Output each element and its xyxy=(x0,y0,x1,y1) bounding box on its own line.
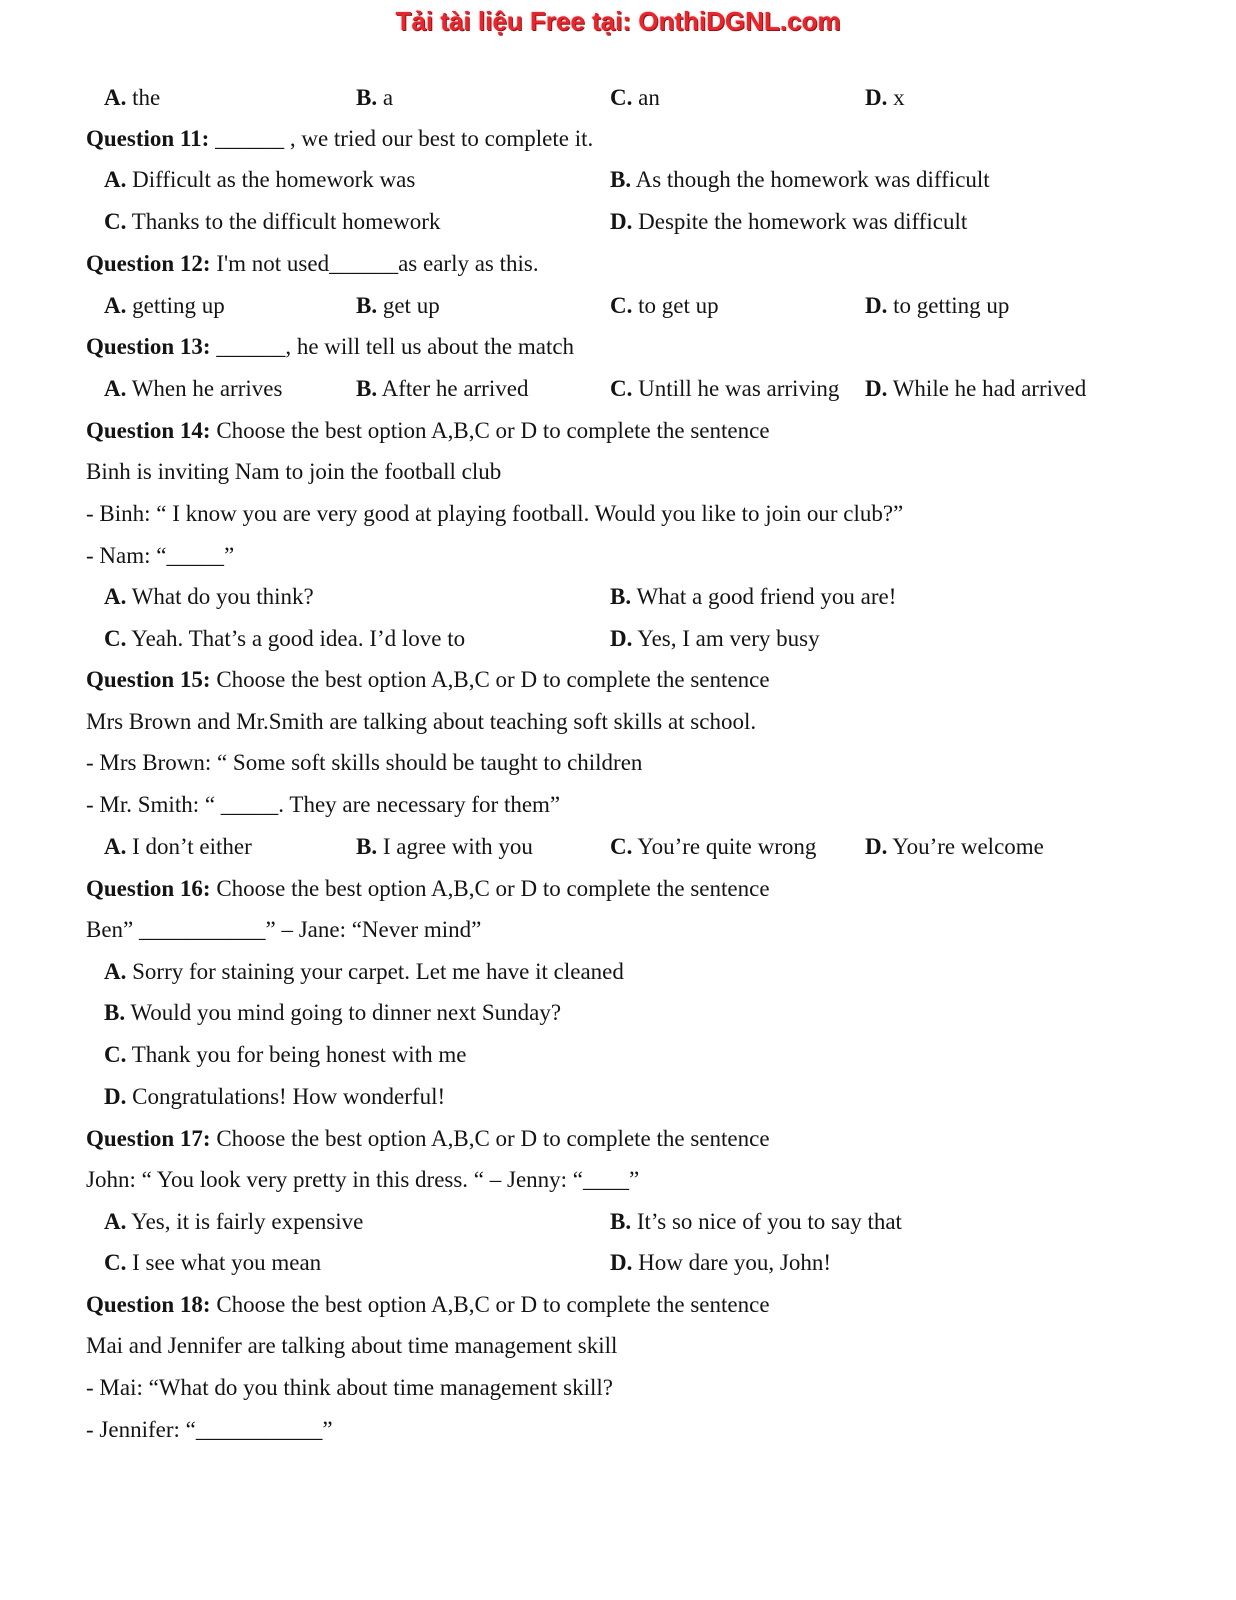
q15-option-b xyxy=(356,833,533,861)
option-letter: C. xyxy=(104,209,127,234)
q13-option-c xyxy=(610,375,839,403)
option-text: Despite the homework was difficult xyxy=(638,209,968,234)
q12-stem xyxy=(86,250,539,278)
option-text: When he arrives xyxy=(131,376,283,401)
q11-option-a xyxy=(104,166,415,194)
q15-stem xyxy=(86,666,770,694)
option-letter: B. xyxy=(356,376,378,401)
option-letter: A. xyxy=(104,85,127,110)
option-letter: D. xyxy=(610,626,633,651)
q13-option-a xyxy=(104,375,282,403)
option-text: I see what you mean xyxy=(132,1250,322,1275)
q10-option-d xyxy=(865,84,905,112)
option-letter: A. xyxy=(104,584,127,609)
q16-option-b xyxy=(104,999,561,1027)
question-text: Choose the best option A,B,C or D to complete the sentence xyxy=(210,1126,770,1151)
option-text: to get up xyxy=(638,293,719,318)
option-text: a xyxy=(382,85,394,110)
option-letter: C. xyxy=(104,1042,127,1067)
q14-option-d xyxy=(610,625,820,653)
option-letter: B. xyxy=(356,85,378,110)
option-letter: C. xyxy=(610,834,633,859)
option-text: What a good friend you are! xyxy=(636,584,897,609)
q16-dialogue-line-1: Ben” ___________” – Jane: “Never mind” xyxy=(86,917,482,942)
q16-option-d xyxy=(104,1083,445,1111)
q12-option-d xyxy=(865,292,1009,320)
question-text: Choose the best option A,B,C or D to complete the sentence xyxy=(210,1292,770,1317)
question-label: Question 14: xyxy=(86,418,211,443)
q18-stem xyxy=(86,1291,770,1319)
option-letter: B. xyxy=(104,1000,126,1025)
q14-option-b xyxy=(610,583,896,611)
option-letter: A. xyxy=(104,1209,127,1234)
option-text: While he had arrived xyxy=(892,376,1087,401)
question-label: Question 18: xyxy=(86,1292,211,1317)
option-text: getting up xyxy=(132,293,225,318)
question-label: Question 11: xyxy=(86,126,210,151)
q15-option-c xyxy=(610,833,816,861)
q17-stem xyxy=(86,1125,770,1153)
option-letter: D. xyxy=(865,834,888,859)
q17-option-d xyxy=(610,1249,831,1277)
option-text: I don’t either xyxy=(132,834,252,859)
option-letter: B. xyxy=(610,167,632,192)
question-label: Question 13: xyxy=(86,334,211,359)
q16-option-c xyxy=(104,1041,466,1069)
option-letter: D. xyxy=(865,85,888,110)
option-letter: D. xyxy=(104,1084,127,1109)
q13-option-d xyxy=(865,375,1086,403)
q14-dialogue-line-2: - Nam: “_____” xyxy=(86,543,235,568)
q15-context: Mrs Brown and Mr.Smith are talking about teaching soft skills at school. xyxy=(86,709,757,734)
option-letter: B. xyxy=(610,1209,632,1234)
q10-option-c xyxy=(610,84,660,112)
question-text: Choose the best option A,B,C or D to complete the sentence xyxy=(210,418,770,443)
option-letter: C. xyxy=(610,293,633,318)
option-text: Would you mind going to dinner next Sunday? xyxy=(130,1000,562,1025)
option-letter: D. xyxy=(610,1250,633,1275)
option-text: x xyxy=(893,85,905,110)
q13-stem xyxy=(86,333,574,361)
page-header-banner: Tải tài liệu Free tại: OnthiDGNL.com xyxy=(395,6,841,36)
q10-option-b xyxy=(356,84,393,112)
option-text: an xyxy=(638,85,660,110)
q10-option-a xyxy=(104,84,160,112)
option-letter: A. xyxy=(104,167,127,192)
option-text: How dare you, John! xyxy=(638,1250,832,1275)
q17-dialogue-line-1: John: “ You look very pretty in this dress. “ – Jenny: “____” xyxy=(86,1167,640,1192)
question-label: Question 16: xyxy=(86,876,211,901)
q17-option-c xyxy=(104,1249,321,1277)
q18-context: Mai and Jennifer are talking about time management skill xyxy=(86,1333,618,1358)
question-text: I'm not used______as early as this. xyxy=(210,251,539,276)
q16-stem xyxy=(86,875,770,903)
option-letter: D. xyxy=(610,209,633,234)
q15-option-a xyxy=(104,833,252,861)
q16-option-a xyxy=(104,958,624,986)
option-letter: C. xyxy=(610,376,633,401)
q13-option-b xyxy=(356,375,528,403)
option-letter: B. xyxy=(610,584,632,609)
q15-dialogue-line-2: - Mr. Smith: “ _____. They are necessary for them” xyxy=(86,792,561,817)
option-letter: D. xyxy=(865,293,888,318)
option-text: As though the homework was difficult xyxy=(635,167,990,192)
q11-option-d xyxy=(610,208,967,236)
option-letter: B. xyxy=(356,293,378,318)
option-text: the xyxy=(132,85,161,110)
q11-option-c xyxy=(104,208,440,236)
option-text: Sorry for staining your carpet. Let me have it cleaned xyxy=(132,959,624,984)
q12-option-a xyxy=(104,292,225,320)
question-label: Question 12: xyxy=(86,251,211,276)
option-text: I agree with you xyxy=(382,834,533,859)
question-label: Question 15: xyxy=(86,667,211,692)
option-text: You’re quite wrong xyxy=(637,834,817,859)
option-letter: D. xyxy=(865,376,888,401)
q17-option-b xyxy=(610,1208,902,1236)
question-text: ______, he will tell us about the match xyxy=(210,334,575,359)
question-text: ______ , we tried our best to complete it. xyxy=(209,126,594,151)
option-letter: B. xyxy=(356,834,378,859)
option-text: Congratulations! How wonderful! xyxy=(132,1084,446,1109)
q15-option-d xyxy=(865,833,1044,861)
option-letter: A. xyxy=(104,834,127,859)
question-text: Choose the best option A,B,C or D to complete the sentence xyxy=(210,876,770,901)
option-text: What do you think? xyxy=(131,584,314,609)
q15-dialogue-line-1: - Mrs Brown: “ Some soft skills should be taught to children xyxy=(86,750,643,775)
option-text: get up xyxy=(382,293,440,318)
q14-dialogue-line-1: - Binh: “ I know you are very good at playing football. Would you like to join our club?” xyxy=(86,501,904,526)
option-text: After he arrived xyxy=(381,376,529,401)
q11-option-b xyxy=(610,166,990,194)
option-letter: A. xyxy=(104,376,127,401)
option-text: Yeah. That’s a good idea. I’d love to xyxy=(131,626,466,651)
option-letter: C. xyxy=(610,85,633,110)
option-letter: C. xyxy=(104,626,127,651)
q14-option-a xyxy=(104,583,314,611)
question-text: Choose the best option A,B,C or D to complete the sentence xyxy=(210,667,770,692)
q14-stem xyxy=(86,417,770,445)
option-letter: A. xyxy=(104,959,127,984)
q11-stem xyxy=(86,125,593,153)
option-text: Yes, it is fairly expensive xyxy=(131,1209,364,1234)
option-text: Difficult as the homework was xyxy=(132,167,416,192)
q14-option-c xyxy=(104,625,465,653)
q12-option-c xyxy=(610,292,719,320)
q17-option-a xyxy=(104,1208,363,1236)
q12-option-b xyxy=(356,292,440,320)
option-text: Thank you for being honest with me xyxy=(131,1042,467,1067)
option-text: to getting up xyxy=(893,293,1010,318)
question-label: Question 17: xyxy=(86,1126,211,1151)
option-letter: A. xyxy=(104,293,127,318)
option-letter: C. xyxy=(104,1250,127,1275)
option-text: Thanks to the difficult homework xyxy=(131,209,441,234)
q18-dialogue-line-1: - Mai: “What do you think about time management skill? xyxy=(86,1375,613,1400)
option-text: Yes, I am very busy xyxy=(637,626,820,651)
q18-dialogue-line-2: - Jennifer: “___________” xyxy=(86,1417,333,1442)
option-text: Untill he was arriving xyxy=(638,376,840,401)
q14-context: Binh is inviting Nam to join the football club xyxy=(86,459,502,484)
option-text: You’re welcome xyxy=(892,834,1044,859)
option-text: It’s so nice of you to say that xyxy=(636,1209,902,1234)
